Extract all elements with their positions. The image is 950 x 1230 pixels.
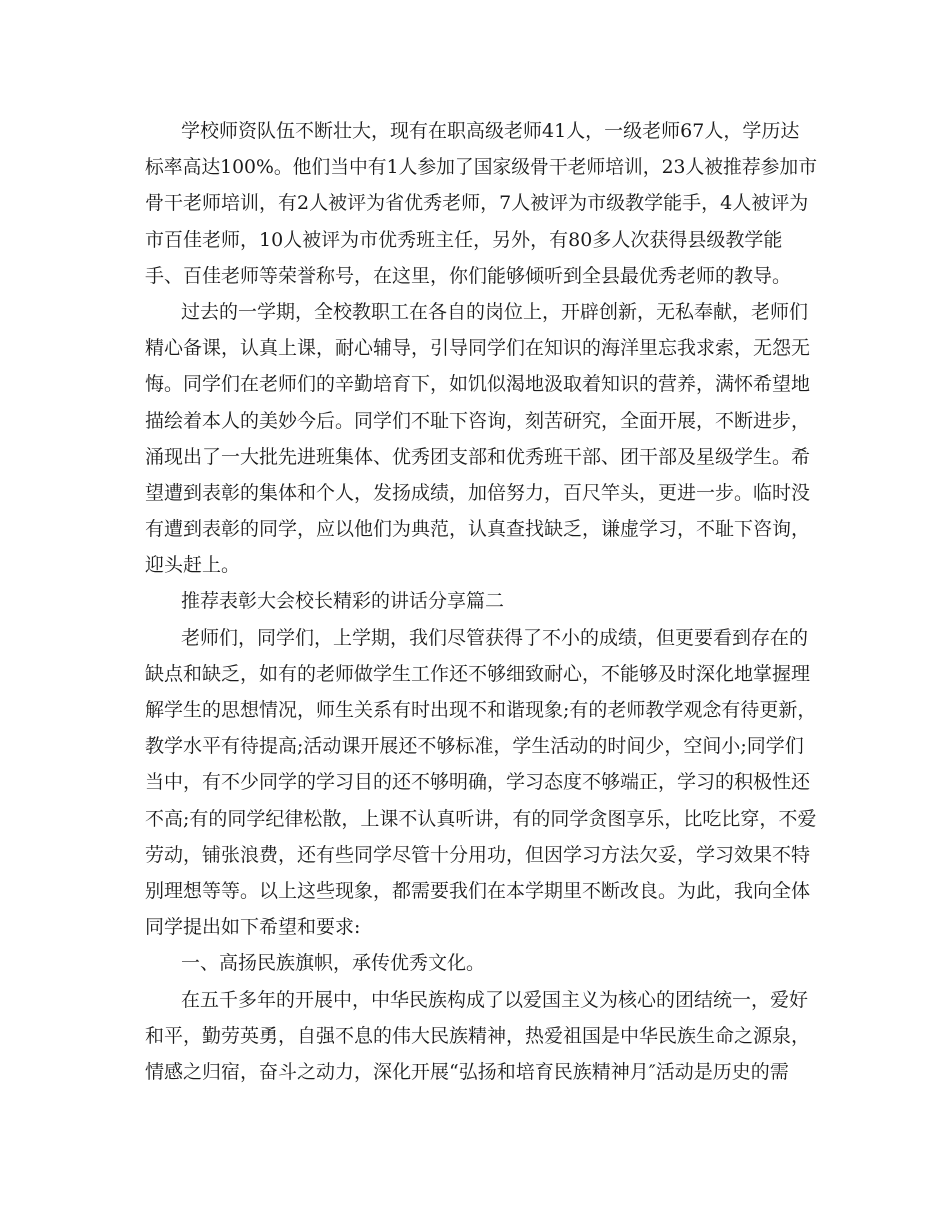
text-line: 迎头赶上。 (145, 554, 241, 577)
text-line: 一、高扬民族旗帜，承传优秀文化。 (181, 952, 486, 975)
text-line: 教学水平有待提高;活动课开展还不够标准，学生活动的时间少，空间小;同学们 (145, 735, 804, 758)
text-line: 学校师资队伍不断壮大，现有在职高级老师41人，一级老师67人，学历达 (181, 120, 800, 142)
text-line: 望遭到表彰的集体和个人，发扬成绩，加倍努力，百尺竿头，更进一步。临时没 (145, 481, 811, 504)
text-line: 涌现出了一大批先进班集体、优秀团支部和优秀班干部、团干部及星级学生。希 (145, 445, 811, 468)
text-line: 悔。同学们在老师们的辛勤培育下，如饥似渴地汲取着知识的营养，满怀希望地 (145, 373, 811, 396)
text-line: 缺点和缺乏，如有的老师做学生工作还不够细致耐心，不能够及时深化地掌握理 (145, 662, 811, 685)
text-line: 当中，有不少同学的学习目的还不够明确，学习态度不够端正，学习的积极性还 (145, 771, 811, 794)
text-line: 手、百佳老师等荣誉称号，在这里，你们能够倾听到全县最优秀老师的教导。 (145, 264, 792, 287)
text-line: 描绘着本人的美妙今后。同学们不耻下咨询，刻苦研究，全面开展，不断进步， (145, 409, 811, 432)
text-line: 别理想等等。以上这些现象，都需要我们在本学期里不断改良。为此，我向全体 (145, 879, 811, 902)
text-line: 在五千多年的开展中，中华民族构成了以爱国主义为核心的团结统一，爱好 (181, 988, 809, 1011)
text-line: 有遭到表彰的同学，应以他们为典范，认真查找缺乏，谦虚学习，不耻下咨询， (145, 518, 811, 541)
text-line: 推荐表彰大会校长精彩的讲话分享篇二 (181, 590, 505, 613)
text-line: 标率高达100%。他们当中有1人参加了国家级骨干老师培训，23人被推荐参加市 (145, 156, 817, 179)
text-line: 解学生的思想情况，师生关系有时出现不和谐现象;有的老师教学观念有待更新， (145, 699, 817, 721)
text-line: 不高;有的同学纪律松散，上课不认真听讲，有的同学贪图享乐，比吃比穿，不爱 (145, 807, 817, 830)
text-line: 过去的一学期，全校教职工在各自的岗位上，开辟创新，无私奉献，老师们 (181, 300, 809, 323)
text-line: 和平，勤劳英勇，自强不息的伟大民族精神，热爱祖国是中华民族生命之源泉， (145, 1024, 811, 1047)
document-body (145, 113, 815, 1090)
text-line: 精心备课，认真上课，耐心辅导，引导同学们在知识的海洋里忘我求索，无怨无 (145, 337, 811, 360)
text-line: 劳动，铺张浪费，还有些同学尽管十分用功，但因学习方法欠妥，学习效果不特 (145, 843, 811, 866)
text-line: 同学提出如下希望和要求: (145, 916, 361, 939)
text-line: 骨干老师培训，有2人被评为省优秀老师，7人被评为市级教学能手，4人被评为 (145, 192, 809, 215)
text-line: 情感之归宿，奋斗之动力，深化开展“弘扬和培育民族精神月″活动是历史的需 (145, 1060, 789, 1083)
text-line: 老师们，同学们，上学期，我们尽管获得了不小的成绩，但更要看到存在的 (181, 626, 809, 649)
text-line: 市百佳老师，10人被评为市优秀班主任，另外，有80多人次获得县级教学能 (145, 228, 783, 251)
